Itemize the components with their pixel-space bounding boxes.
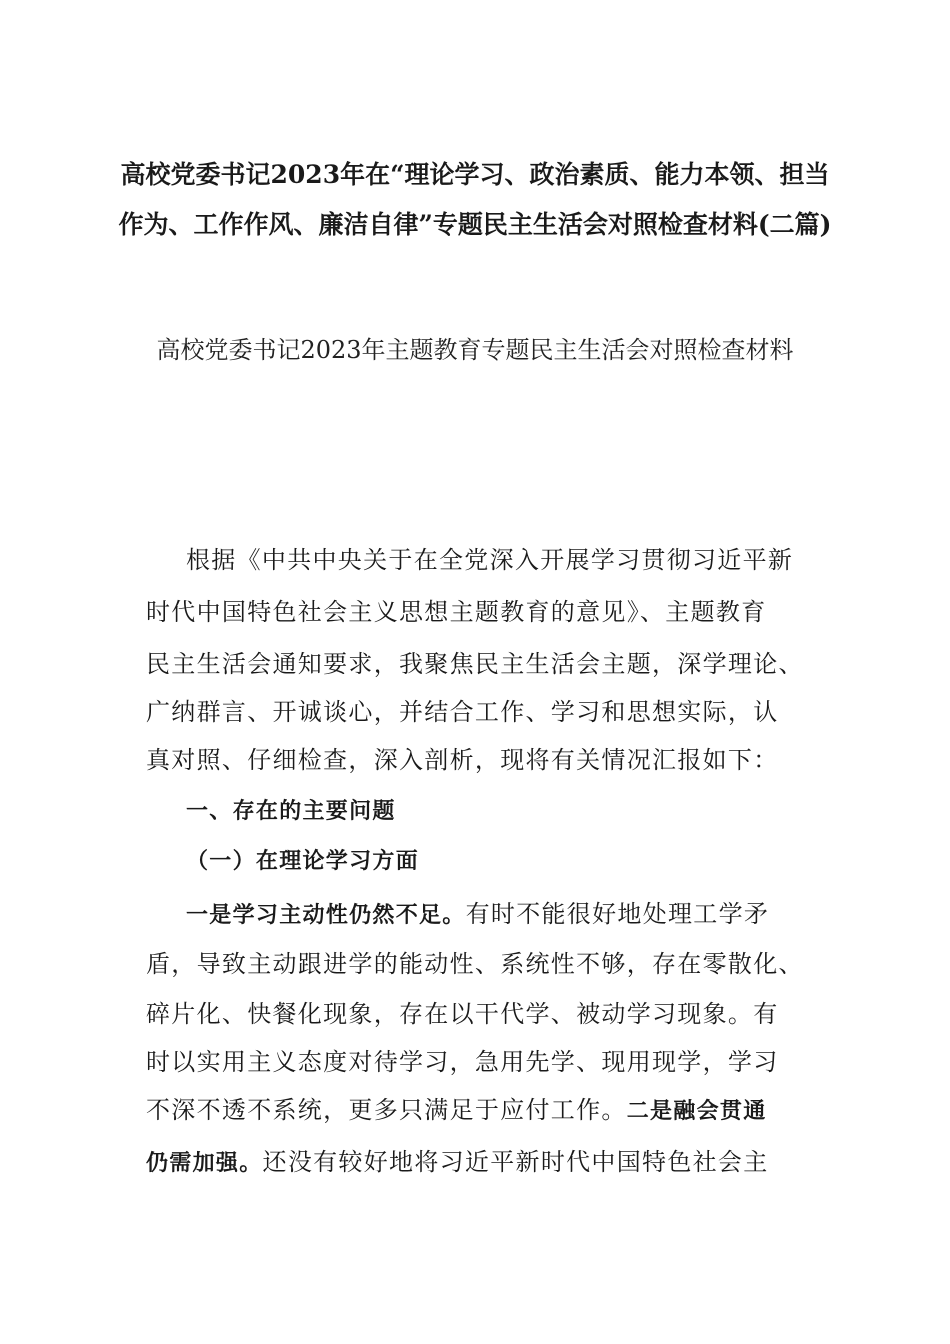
- subsection-heading: （一）在理论学习方面: [186, 849, 420, 874]
- section-heading: 一、存在的主要问题: [186, 799, 396, 824]
- intro-line-5: 真对照、仔细检查，深入剖析，现将有关情况汇报如下：: [146, 746, 779, 774]
- point-1-text: 有时不能很好地处理工学矛: [465, 900, 770, 928]
- point-2-lead-part1: 二是融会贯通: [626, 1099, 767, 1124]
- intro-line-1: 根据《中共中央关于在全党深入开展学习贯彻习近平新: [186, 546, 794, 574]
- body-line-4: [146, 1084, 816, 1136]
- body-line-1: 盾，导致主动跟进学的能动性、系统性不够，存在零散化、: [146, 950, 804, 978]
- intro-line-4: 广纳群言、开诚谈心，并结合工作、学习和思想实际，认: [146, 698, 779, 726]
- body-line-5-text: 还没有较好地将习近平新时代中国特色社会主: [262, 1148, 769, 1176]
- body-line-4-text: 不深不透不系统，更多只满足于应付工作。: [146, 1096, 627, 1124]
- intro-line-3: 民主生活会通知要求，我聚焦民主生活会主题，深学理论、: [146, 650, 804, 678]
- body-line-3: 时以实用主义态度对待学习，急用先学、现用现学，学习: [146, 1048, 779, 1076]
- body-line-5: [146, 1136, 816, 1188]
- body-line-2: 碎片化、快餐化现象，存在以干代学、被动学习现象。有: [146, 1000, 779, 1028]
- point-1-lead: 一是学习主动性仍然不足。: [186, 903, 466, 928]
- intro-line-2: 时代中国特色社会主义思想主题教育的意见》、主题教育: [146, 598, 767, 626]
- point-2-lead-part2: 仍需加强。: [146, 1151, 263, 1176]
- document-title: 高校党委书记2023年在“理论学习、政治素质、能力本领、担当作为、工作作风、廉洁自律”专题民主生活会对照检查材料(二篇): [118, 160, 832, 239]
- point-1-line: [186, 888, 856, 940]
- document-subtitle: 高校党委书记2023年主题教育专题民主生活会对照检查材料: [156, 336, 794, 364]
